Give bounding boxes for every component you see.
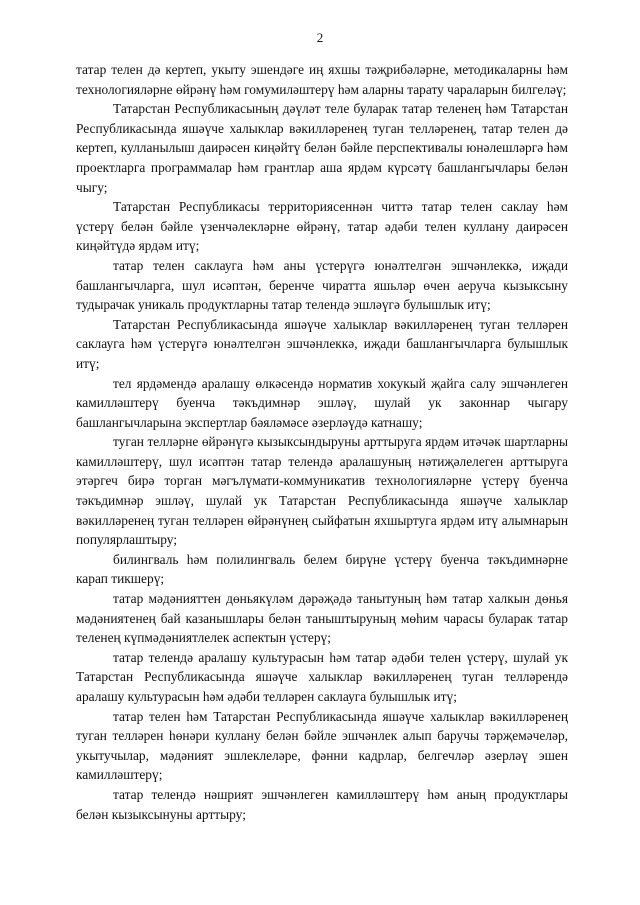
- paragraph-1: татар телен дә кертеп, укыту эшендәге иң яхшы тәҗрибәләрне, методикаларны һәм технологияләрне өйрәнү һәм гомумиләштерү һәм аларны тарату чараларын билгеләү;: [76, 62, 568, 97]
- paragraph-6: тел ярдәмендә аралашу өлкәсендә норматив хокукый җайга салу эшчәнлеген камилләштерү буенча тәкъдимнәр эшләү, шулай ук законнар чыгару башлангычларына экспертлар бәяләмәсе әзерләүдә катнашу;: [76, 375, 568, 430]
- document-body: [76, 60, 568, 824]
- paragraph-8: билингваль һәм полилингваль белем бирүне үстерү буенча тәкъдимнәрне карап тикшерү;: [76, 551, 568, 587]
- paragraph-7: туган телләрне өйрәнүгә кызыксындыруны арттыруга ярдәм итәчәк шартларны камилләштерү, шул исәптән татар телендә аралашуның нәтиҗәлелеген арттыруга этәргеч бирә торган мәгълүмати-коммуникатив технологияләрне үстерү буенча тәкъдимнәр эшләү, шулай ук Татарстан Республикасында яшәүче халыклар вәкилләренең туган телләрен өйрәнүнең сыйфатын яхшыртуга ярдәм итү алымнарын популярлаштыру;: [76, 434, 568, 548]
- paragraph-12: татар телендә нәшрият эшчәнлеген камилләштерү һәм аның продуктлары белән кызыксынуны арттыру;: [76, 786, 568, 822]
- paragraph-3: Татарстан Республикасы территориясеннән читтә татар телен саклау һәм үстерү белән бәйле үзенчәлекләрне өйрәнү, татар әдәби телен куллану даирәсен киңәйтүдә ярдәм итү;: [76, 199, 568, 254]
- paragraph-11: татар телен һәм Татарстан Республикасында яшәүче халыклар вәкилләренең туган телләрен һөнәри куллану белән бәйле эшчәнлек алып баручы тәрҗемәчеләр, укытучылар, мәдәният эшлеклеләре, фәнни кадрлар, белгечләр әзерләү эшен камилләштерү;: [76, 708, 568, 783]
- page-number: 2: [316, 30, 324, 45]
- paragraph-9: татар мәдәнияттен дөньякүләм дәрәҗәдә танытуның һәм татар халкын дөнья мәдәниятенең бай казанышлары белән таныштыруның мөһим чарасы буларак татар теленең күпмәдәниятлелек аспектын үстерү;: [76, 591, 568, 646]
- paragraph-2: Татарстан Республикасының дәүләт теле буларак татар теленең һәм Татарстан Республикасында яшәүче халыклар вәкилләренең туган телләренең, татар телен дә кертеп, кулланылыш даирәсен киңәйтү белән бәйле перспективалы юнәлешләргә һәм проектларга программалар һәм грантлар аша ярдәм күрсәтү башлангычлары белән чыгу;: [76, 101, 568, 195]
- paragraph-10: татар телендә аралашу культурасын һәм татар әдәби телен үстерү, шулай ук Татарстан Республикасында яшәүче халыклар вәкилләренең туган телләрендә аралашу культурасын һәм әдәби телләрен саклауга булышлык итү;: [76, 649, 568, 704]
- paragraph-5: Татарстан Республикасында яшәүче халыклар вәкилләренең туган телләрен саклауга һәм үстерүгә юнәлтелгән эшчәнлеккә, иҗади башлангычларга булышлык итү;: [76, 316, 568, 371]
- paragraph-4: татар телен саклауга һәм аны үстерүгә юнәлтелгән эшчәнлеккә, иҗади башлангычларга, шул исәптән, беренче чиратта яшьләр өчен аеруча кызыксыну тудырачак уникаль продуктларны татар телендә эшләүгә булышлык итү;: [76, 257, 568, 313]
